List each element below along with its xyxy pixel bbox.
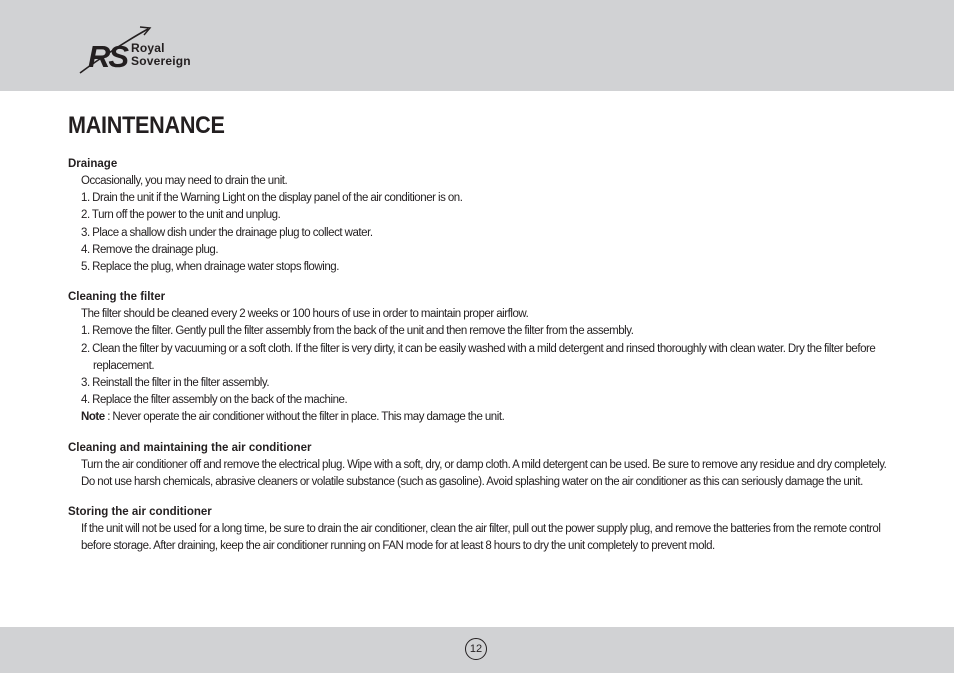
section-cleaning-unit bbox=[68, 440, 888, 491]
page-title: MAINTENANCE bbox=[68, 112, 225, 139]
list-item: 1. Drain the unit if the Warning Light on the display panel of the air conditioner is on. bbox=[81, 192, 463, 205]
filter-note bbox=[81, 409, 888, 426]
list-item: 5. Replace the plug, when drainage water stops flowing. bbox=[81, 261, 339, 274]
list-item: 2. Turn off the power to the unit and unplug. bbox=[81, 209, 281, 222]
note-text: : Never operate the air conditioner without the filter in place. This may damage the unit. bbox=[104, 411, 505, 424]
brand-line-royal: Royal bbox=[131, 41, 165, 55]
page-number: 12 bbox=[465, 638, 487, 660]
note-label: Note bbox=[81, 411, 105, 424]
svg-text:RS: RS bbox=[88, 39, 128, 74]
section-cleaning-filter bbox=[68, 289, 888, 426]
section-paragraph: Turn the air conditioner off and remove the electrical plug. Wipe with a soft, dry, or damp cloth. A mild detergent can be used. Be sure to remove any residue and dry completely. Do not use harsh chemicals, abrasive cleaners or volatile substance (such as gasoline). Avoid splashing water on the air conditioner as this can seriously damage the unit. bbox=[81, 458, 887, 488]
section-title: Drainage bbox=[68, 158, 118, 170]
list-item: 4. Replace the filter assembly on the back of the machine. bbox=[81, 394, 348, 407]
section-intro: The filter should be cleaned every 2 weeks or 100 hours of use in order to maintain proper airflow. bbox=[81, 308, 529, 321]
list-item: 4. Remove the drainage plug. bbox=[81, 243, 219, 256]
section-title: Storing the air conditioner bbox=[68, 506, 212, 519]
list-item: 3. Place a shallow dish under the drainage plug to collect water. bbox=[81, 226, 373, 239]
list-item: 1. Remove the filter. Gently pull the filter assembly from the back of the unit and then remove the filter from the assembly. bbox=[81, 325, 634, 338]
section-drainage bbox=[68, 156, 888, 276]
page-footer bbox=[0, 627, 954, 673]
list-item: 3. Reinstall the filter in the filter assembly. bbox=[81, 377, 270, 390]
brand-line-sovereign: Sovereign bbox=[131, 53, 191, 68]
brand-name bbox=[131, 42, 191, 67]
section-intro: Occasionally, you may need to drain the unit. bbox=[81, 175, 288, 187]
list-item: 2. Clean the filter by vacuuming or a soft cloth. If the filter is very dirty, it can be easily washed with a mild detergent and rinsed thoroughly with clean water. Dry the filter before replacement. bbox=[81, 342, 876, 372]
page-header bbox=[0, 0, 954, 91]
section-paragraph: If the unit will not be used for a long time, be sure to drain the air conditioner, clean the air filter, pull out the power supply plug, and remove the batteries from the remote control before storage. After draining, keep the air conditioner running on FAN mode for at least 8 hours to dry the unit completely to prevent mold. bbox=[81, 523, 881, 553]
page-content bbox=[68, 110, 888, 555]
section-title: Cleaning and maintaining the air conditioner bbox=[68, 441, 312, 454]
royal-sovereign-logo bbox=[78, 25, 218, 77]
section-title: Cleaning the filter bbox=[68, 291, 166, 304]
section-storing bbox=[68, 504, 888, 555]
